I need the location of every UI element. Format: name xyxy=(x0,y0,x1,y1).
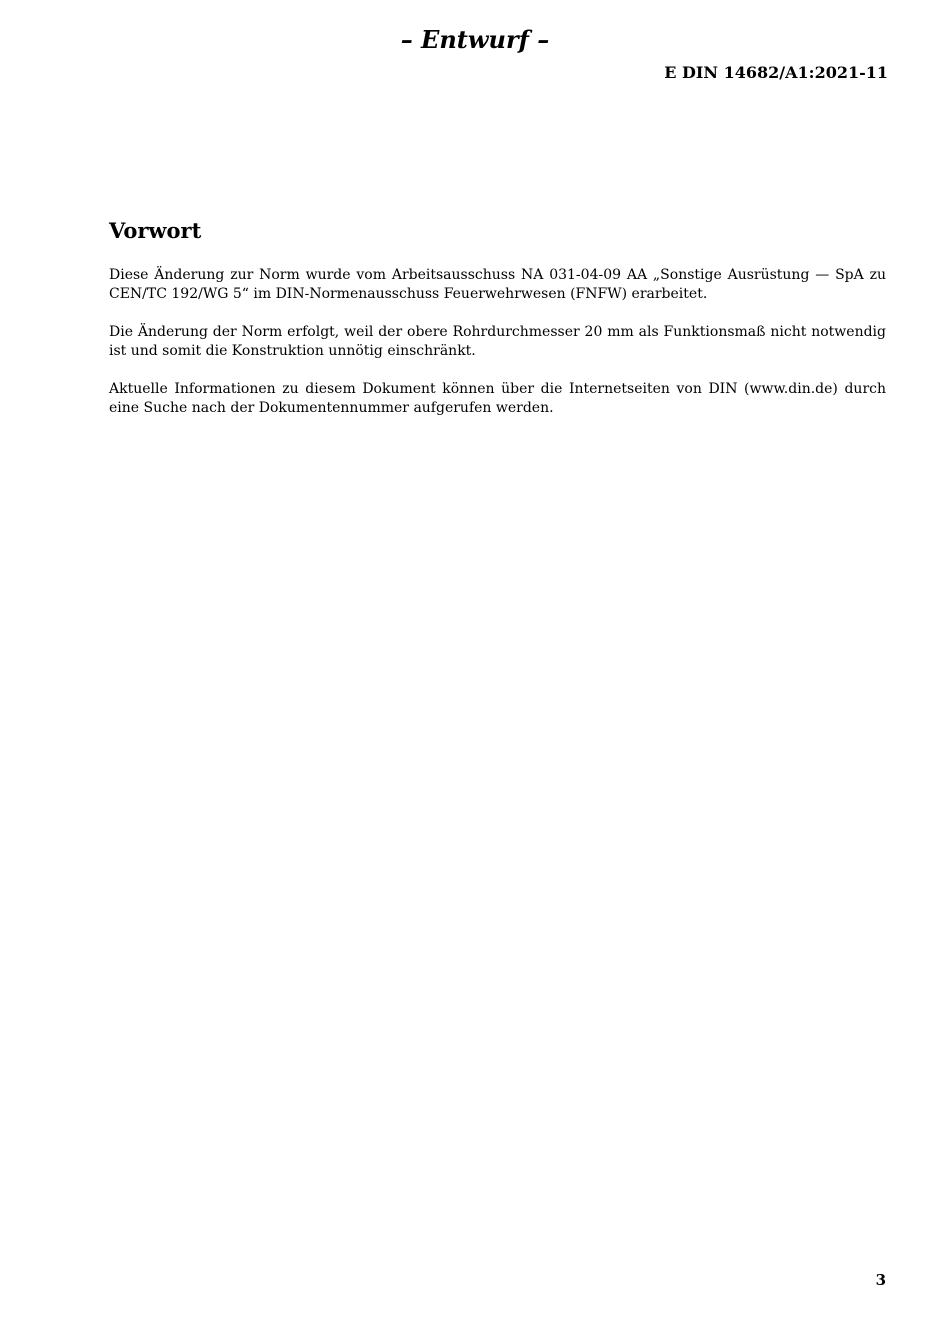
section-heading: Vorwort xyxy=(109,218,202,243)
page-number: 3 xyxy=(875,1271,886,1289)
draft-banner: – Entwurf – xyxy=(400,25,550,54)
paragraph-amendment-reason: Die Änderung der Norm erfolgt, weil der obere Rohrdurchmesser 20 mm als Funktionsmaß nicht notwendig ist und somit die Konstruktion unnötig einschränkt. xyxy=(109,324,886,359)
foreword-section xyxy=(109,216,886,437)
paragraph-working-committee: Diese Änderung zur Norm wurde vom Arbeitsausschuss NA 031-04-09 AA „Sonstige Ausrüstung — SpA zu CEN/TC 192/WG 5“ im DIN-Normenausschuss Feuerwehrwesen (FNFW) erarbeitet. xyxy=(109,267,886,302)
document-id: E DIN 14682/A1:2021-11 xyxy=(664,63,888,82)
paragraph-current-information: Aktuelle Informationen zu diesem Dokument können über die Internetseiten von DIN (www.din.de) durch eine Suche nach der Dokumentennummer aufgerufen werden. xyxy=(109,381,886,416)
